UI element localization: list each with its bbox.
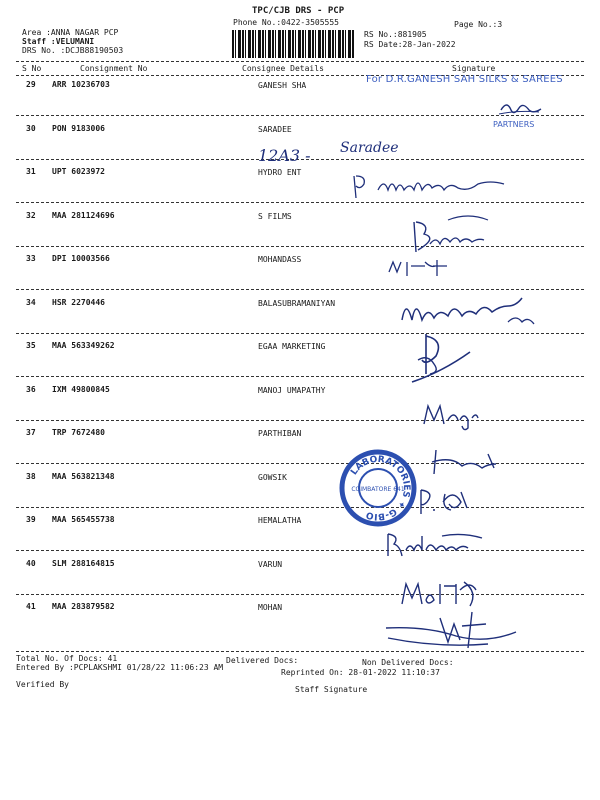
verified-by: Verified By <box>16 680 69 689</box>
signature-37 <box>428 444 508 480</box>
row-serial-number: 33 <box>26 254 36 263</box>
row-divider <box>16 550 584 551</box>
signature-36 <box>420 398 490 430</box>
staff-label: Staff :VELUMANI <box>22 37 95 46</box>
column-header-consignee: Consignee Details <box>242 64 324 73</box>
row-consignment-number: MAA 563821348 <box>52 472 115 481</box>
row-serial-number: 29 <box>26 80 36 89</box>
row-divider <box>16 507 584 508</box>
row-consignment-number: MAA 563349262 <box>52 341 115 350</box>
row-serial-number: 30 <box>26 124 36 133</box>
seal-center-text: COIMBATORE 641 <box>351 486 405 493</box>
row-consignment-number: MAA 565455738 <box>52 515 115 524</box>
row-consignment-number: PON 9183006 <box>52 124 105 133</box>
row-consignee-name: VARUN <box>258 560 283 569</box>
handwritten-name: Saradee <box>340 140 399 156</box>
row-consignee-name: BALASUBRAMANIYAN <box>258 299 336 308</box>
row-serial-number: 37 <box>26 428 36 437</box>
row-consignment-number: IXM 49800845 <box>52 385 110 394</box>
row-serial-number: 34 <box>26 298 36 307</box>
signature-39 <box>382 530 492 560</box>
row-consignment-number: SLM 288164815 <box>52 559 115 568</box>
row-serial-number: 41 <box>26 602 36 611</box>
drs-number: DRS No. :DCJB88190503 <box>22 46 124 55</box>
row-consignee-name: PARTHIBAN <box>258 429 302 438</box>
rs-date: RS Date:28-Jan-2022 <box>364 40 456 49</box>
page-number: Page No.:3 <box>454 20 503 29</box>
signature-35 <box>404 330 474 388</box>
row-serial-number: 38 <box>26 472 36 481</box>
row-consignee-name: MANOJ UMAPATHY <box>258 386 326 395</box>
row-divider <box>16 376 584 377</box>
row-divider <box>16 420 584 421</box>
signature-38 <box>415 484 495 518</box>
round-company-seal <box>338 448 418 528</box>
row-divider <box>16 246 584 247</box>
row-consignee-name: HYDRO ENT <box>258 168 302 177</box>
row-consignment-number: DPI 10003566 <box>52 254 110 263</box>
signature-32 <box>408 212 498 262</box>
column-header-signature: Signature <box>452 64 496 73</box>
phone-number: Phone No.:0422-3505555 <box>233 18 339 27</box>
row-serial-number: 35 <box>26 341 36 350</box>
signature-31 <box>350 168 560 204</box>
row-consignee-name: HEMALATHA <box>258 516 302 525</box>
signature-33 <box>385 256 465 280</box>
non-delivered-docs: Non Delivered Docs: <box>362 658 454 667</box>
divider <box>16 61 584 62</box>
total-docs: Total No. Of Docs: 41 <box>16 654 118 663</box>
area-label: Area :ANNA NAGAR PCP <box>22 28 119 37</box>
row-consignee-name: EGAA MARKETING <box>258 342 326 351</box>
delivered-docs: Delivered Docs: <box>226 656 299 665</box>
row-consignee-name: GOWSIK <box>258 473 287 482</box>
signature-29 <box>495 96 545 120</box>
entered-by: Entered By :PCPLAKSHMI 01/28/22 11:06:23 AM <box>16 663 224 672</box>
row-consignment-number: MAA 281124696 <box>52 211 115 220</box>
row-serial-number: 40 <box>26 559 36 568</box>
staff-signature: Staff Signature <box>295 685 368 694</box>
column-header-sno: S No <box>22 64 42 73</box>
reprinted-on: Reprinted On: 28-01-2022 11:10:37 <box>281 668 440 677</box>
handwritten-code: 12A3 - <box>258 146 311 165</box>
row-serial-number: 36 <box>26 385 36 394</box>
rs-number: RS No.:881905 <box>364 30 427 39</box>
row-serial-number: 39 <box>26 515 36 524</box>
signature-41 <box>382 608 522 654</box>
seal-ring-text: LABORATORIES ✦ G-BIO <box>349 454 412 522</box>
column-header-consignment: Consignment No <box>80 64 148 73</box>
row-consignment-number: MAA 283879582 <box>52 602 115 611</box>
divider <box>16 651 584 652</box>
barcode <box>232 30 354 58</box>
row-divider <box>16 594 584 595</box>
row-consignee-name: MOHAN <box>258 603 283 612</box>
row-serial-number: 32 <box>26 211 36 220</box>
row-consignee-name: SARADEE <box>258 125 292 134</box>
row-serial-number: 31 <box>26 167 36 176</box>
row-consignment-number: HSR 2270446 <box>52 298 105 307</box>
company-stamp-text: For D.R.GANESH SAH SILKS & SAREES <box>366 74 563 85</box>
row-consignee-name: S FILMS <box>258 212 292 221</box>
company-stamp-partners: PARTNERS <box>493 120 535 129</box>
signature-40 <box>398 576 498 610</box>
row-consignee-name: MOHANDASS <box>258 255 302 264</box>
row-consignment-number: TRP 7672480 <box>52 428 105 437</box>
row-consignment-number: ARR 10236703 <box>52 80 110 89</box>
row-consignment-number: UPT 6023972 <box>52 167 105 176</box>
document-title: TPC/CJB DRS - PCP <box>252 6 345 16</box>
row-consignee-name: GANESH SHA <box>258 81 307 90</box>
